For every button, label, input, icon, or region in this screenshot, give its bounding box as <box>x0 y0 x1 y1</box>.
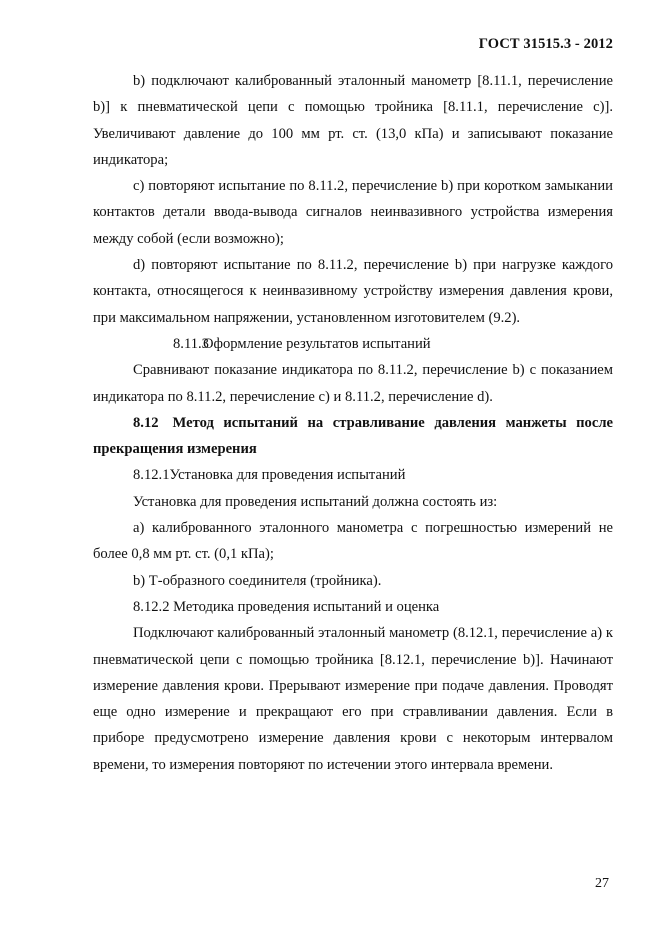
subsection-heading-8-12-1: 8.12.1Установка для проведения испытаний <box>133 467 406 484</box>
section-title: Метод испытаний на стравливание давления манжеты после прекращения измерения <box>93 414 613 458</box>
paragraph-item-b2: b) Т-образного соединителя (тройника). <box>133 572 382 589</box>
section-number: 8.12 <box>133 414 159 431</box>
paragraph-item-c: c) повторяют испытание по 8.11.2, перечисление b) при коротком замыкании контактов детали ввода-вывода сигналов неинвазивного устройства измерения между собой (если возможно); <box>93 178 613 247</box>
section-title: Оформление результатов испытаний <box>203 335 431 352</box>
subsection-heading-8-12-2: 8.12.2 Методика проведения испытаний и оценка <box>133 598 440 615</box>
section-heading-8-12 <box>93 410 613 463</box>
paragraph-item-a2: a) калиброванного эталонного манометра с погрешностью измерений не более 0,8 мм рт. ст. (0,1 кПа); <box>93 520 613 563</box>
paragraph-method: Подключают калиброванный эталонный манометр (8.12.1, перечисление a) к пневматической цепи с помощью тройника [8.12.1, перечисление b)]. Начинают измерение давления крови. Прерывают измерение при подаче давления. Проводят еще одно измерение и прекращают его при стравливании давления. Если в приборе предусмотрено измерение давления крови с некоторым интервалом времени, то измерения повторяют по истечении этого интервала времени. <box>93 625 613 773</box>
paragraph-item-b: b) подключают калиброванный эталонный манометр [8.11.1, перечисление b)] к пневматической цепи с помощью тройника [8.11.1, перечисление c)]. Увеличивают давление до 100 мм рт. ст. (13,0 кПа) и записывают показание индикатора; <box>93 73 613 168</box>
section-number: 8.11.3 <box>173 335 209 352</box>
paragraph-compare: Сравнивают показание индикатора по 8.11.2, перечисление b) с показанием индикатора по 8.11.2, перечисление c) и 8.11.2, перечисление d). <box>93 362 613 405</box>
paragraph-setup: Установка для проведения испытаний должна состоять из: <box>133 493 498 510</box>
document-header: ГОСТ 31515.3 - 2012 <box>478 36 613 52</box>
document-body <box>93 68 613 778</box>
paragraph-item-d: d) повторяют испытание по 8.11.2, перечисление b) при нагрузке каждого контакта, относящегося к неинвазивному устройству измерения давления крови, при максимальном напряжении, установленном изготовителем (9.2). <box>93 257 613 326</box>
page-number: 27 <box>595 876 609 891</box>
section-heading-8-11-3 <box>93 331 613 357</box>
